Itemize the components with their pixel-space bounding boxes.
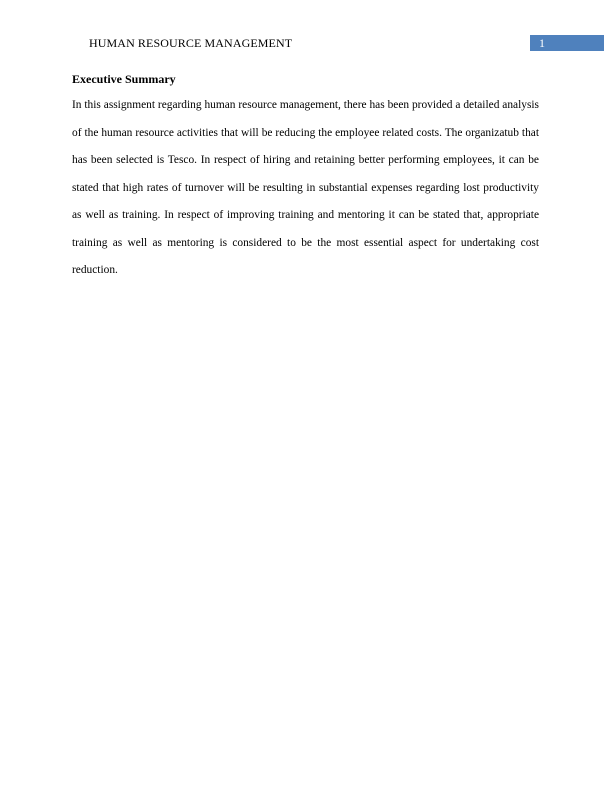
executive-summary-paragraph: In this assignment regarding human resource management, there has been provided a detailed analysis of the human resource activities that will be reducing the employee related costs. The organizatub that has been selected is Tesco. In respect of hiring and retaining better performing employees, it can be stated that high rates of turnover will be resulting in substantial expenses regarding lost productivity as well as training. In respect of improving training and mentoring it can be stated that, appropriate training as well as mentoring is considered to be the most essential aspect for undertaking cost reduction. (72, 99, 539, 276)
executive-summary-heading: Executive Summary (72, 72, 176, 86)
page-number-box (530, 35, 604, 51)
running-header-title: HUMAN RESOURCE MANAGEMENT (89, 36, 293, 50)
page-number: 1 (539, 36, 545, 50)
